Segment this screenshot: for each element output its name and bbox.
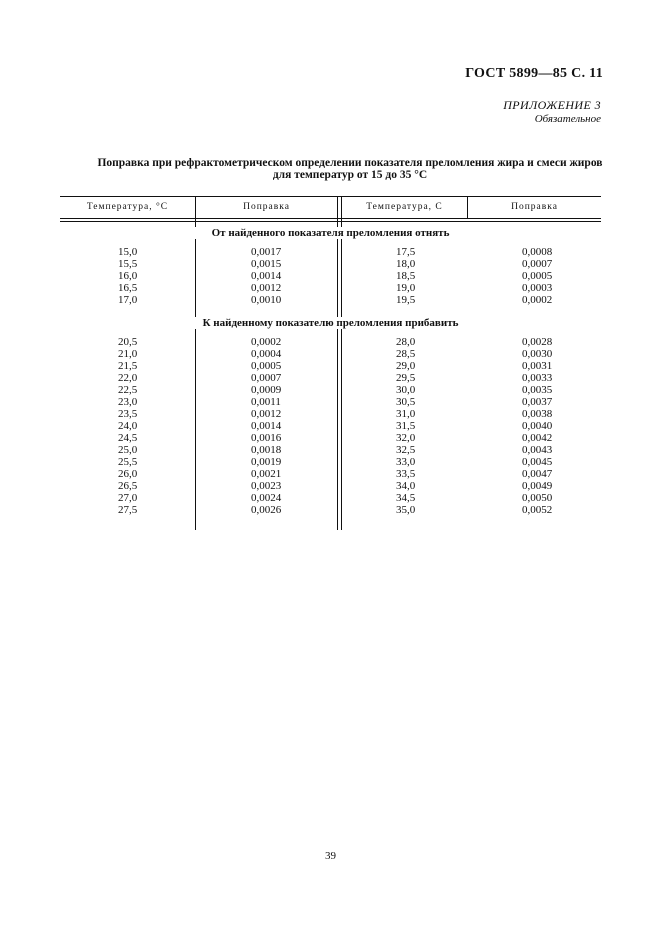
- temperature-left-cell: 15,5: [118, 258, 138, 270]
- correction-left-cell: 0,0012: [251, 282, 282, 294]
- correction-left-cell: 0,0002: [251, 336, 282, 348]
- temperature-right-cell: 29,5: [396, 372, 416, 384]
- table-row: [60, 246, 601, 258]
- temperature-left-cell: 15,0: [118, 246, 138, 258]
- correction-left-cell: 0,0019: [251, 456, 282, 468]
- correction-left-cell: 0,0023: [251, 480, 282, 492]
- table-row: [60, 444, 601, 456]
- temperature-right-cell: 30,0: [396, 384, 416, 396]
- temperature-left-cell: 16,5: [118, 282, 138, 294]
- table-row: [60, 372, 601, 384]
- correction-right-cell: 0,0045: [522, 456, 553, 468]
- temperature-right-cell: 32,0: [396, 432, 416, 444]
- table-row: [60, 348, 601, 360]
- correction-left-cell: 0,0015: [251, 258, 282, 270]
- correction-left-cell: 0,0009: [251, 384, 282, 396]
- correction-left-cell: 0,0016: [251, 432, 282, 444]
- table-row: [60, 282, 601, 294]
- temperature-right-cell: 31,0: [396, 408, 416, 420]
- table-row: [60, 270, 601, 282]
- temperature-left-cell: 23,5: [118, 408, 138, 420]
- correction-left-cell: 0,0014: [251, 420, 282, 432]
- table-title-line-1: Поправка при рефрактометрическом определении показателя преломления жира и смеси жиров: [97, 157, 603, 169]
- temperature-left-cell: 21,0: [118, 348, 138, 360]
- temperature-right-cell: 34,0: [396, 480, 416, 492]
- correction-right-cell: 0,0043: [522, 444, 553, 456]
- table-title-line-2: для температур от 15 до 35 °С: [272, 169, 428, 181]
- temperature-left-cell: 25,0: [118, 444, 138, 456]
- temperature-left-cell: 26,0: [118, 468, 138, 480]
- table-row: [60, 456, 601, 468]
- temperature-right-cell: 17,5: [396, 246, 416, 258]
- temperature-left-cell: 17,0: [118, 294, 138, 306]
- correction-left-cell: 0,0011: [251, 396, 281, 408]
- correction-right-cell: 0,0047: [522, 468, 553, 480]
- table-row: [60, 408, 601, 420]
- appendix-label: ПРИЛОЖЕНИЕ 3: [503, 98, 601, 112]
- correction-left-cell: 0,0021: [251, 468, 282, 480]
- temperature-left-cell: 25,5: [118, 456, 138, 468]
- table-title: [60, 157, 640, 181]
- correction-left-cell: 0,0010: [251, 294, 282, 306]
- temperature-left-cell: 27,0: [118, 492, 138, 504]
- header-temperature-1: Температура, °С: [86, 202, 169, 212]
- table-row: [60, 420, 601, 432]
- table-row: [60, 384, 601, 396]
- correction-right-cell: 0,0049: [522, 480, 553, 492]
- temperature-right-cell: 28,5: [396, 348, 416, 360]
- correction-left-cell: 0,0017: [251, 246, 282, 258]
- document-id: ГОСТ 5899—85 С. 11: [465, 66, 603, 81]
- temperature-left-cell: 21,5: [118, 360, 138, 372]
- page-number: 39: [325, 850, 336, 862]
- table-row: [60, 258, 601, 270]
- header-bottom-rule: [60, 218, 601, 219]
- table-row: [60, 432, 601, 444]
- temperature-right-cell: 19,0: [396, 282, 416, 294]
- correction-right-cell: 0,0038: [522, 408, 553, 420]
- correction-right-cell: 0,0040: [522, 420, 553, 432]
- correction-left-cell: 0,0026: [251, 504, 282, 516]
- correction-table: [60, 196, 601, 530]
- correction-left-cell: 0,0004: [251, 348, 282, 360]
- table-row: [60, 480, 601, 492]
- correction-right-cell: 0,0002: [522, 294, 553, 306]
- temperature-right-cell: 32,5: [396, 444, 416, 456]
- temperature-left-cell: 24,5: [118, 432, 138, 444]
- correction-right-cell: 0,0005: [522, 270, 553, 282]
- temperature-left-cell: 26,5: [118, 480, 138, 492]
- correction-right-cell: 0,0003: [522, 282, 553, 294]
- correction-right-cell: 0,0008: [522, 246, 553, 258]
- temperature-right-cell: 31,5: [396, 420, 416, 432]
- correction-right-cell: 0,0052: [522, 504, 553, 516]
- correction-right-cell: 0,0037: [522, 396, 553, 408]
- temperature-right-cell: 33,5: [396, 468, 416, 480]
- temperature-right-cell: 18,0: [396, 258, 416, 270]
- table-row: [60, 360, 601, 372]
- temperature-right-cell: 33,0: [396, 456, 416, 468]
- section-title: От найденного показателя преломления отнять: [61, 227, 600, 239]
- table-row: [60, 492, 601, 504]
- table-row: [60, 504, 601, 516]
- table-row: [60, 396, 601, 408]
- correction-right-cell: 0,0028: [522, 336, 553, 348]
- correction-left-cell: 0,0012: [251, 408, 282, 420]
- table-row: [60, 336, 601, 348]
- temperature-right-cell: 30,5: [396, 396, 416, 408]
- temperature-left-cell: 20,5: [118, 336, 138, 348]
- temperature-right-cell: 19,5: [396, 294, 416, 306]
- temperature-right-cell: 28,0: [396, 336, 416, 348]
- correction-right-cell: 0,0042: [522, 432, 553, 444]
- temperature-left-cell: 27,5: [118, 504, 138, 516]
- temperature-left-cell: 22,0: [118, 372, 138, 384]
- temperature-left-cell: 22,5: [118, 384, 138, 396]
- correction-right-cell: 0,0031: [522, 360, 553, 372]
- correction-right-cell: 0,0035: [522, 384, 553, 396]
- header-correction-1: Поправка: [243, 202, 290, 212]
- header-temperature-2: Температура, С: [366, 202, 443, 212]
- correction-left-cell: 0,0005: [251, 360, 282, 372]
- correction-left-cell: 0,0014: [251, 270, 282, 282]
- correction-right-cell: 0,0007: [522, 258, 553, 270]
- correction-right-cell: 0,0050: [522, 492, 553, 504]
- table-row: [60, 294, 601, 306]
- table-row: [60, 468, 601, 480]
- correction-right-cell: 0,0033: [522, 372, 553, 384]
- temperature-right-cell: 18,5: [396, 270, 416, 282]
- correction-right-cell: 0,0030: [522, 348, 553, 360]
- appendix-block: [503, 98, 601, 125]
- header-correction-2: Поправка: [511, 202, 558, 212]
- header-bottom-rule-double: [60, 221, 601, 222]
- temperature-left-cell: 23,0: [118, 396, 138, 408]
- section-title: К найденному показателю преломления прибавить: [61, 317, 600, 329]
- temperature-right-cell: 34,5: [396, 492, 416, 504]
- temperature-right-cell: 35,0: [396, 504, 416, 516]
- correction-left-cell: 0,0018: [251, 444, 282, 456]
- appendix-status: Обязательное: [534, 113, 601, 125]
- temperature-left-cell: 16,0: [118, 270, 138, 282]
- temperature-left-cell: 24,0: [118, 420, 138, 432]
- temperature-right-cell: 29,0: [396, 360, 416, 372]
- correction-left-cell: 0,0024: [251, 492, 282, 504]
- correction-left-cell: 0,0007: [251, 372, 282, 384]
